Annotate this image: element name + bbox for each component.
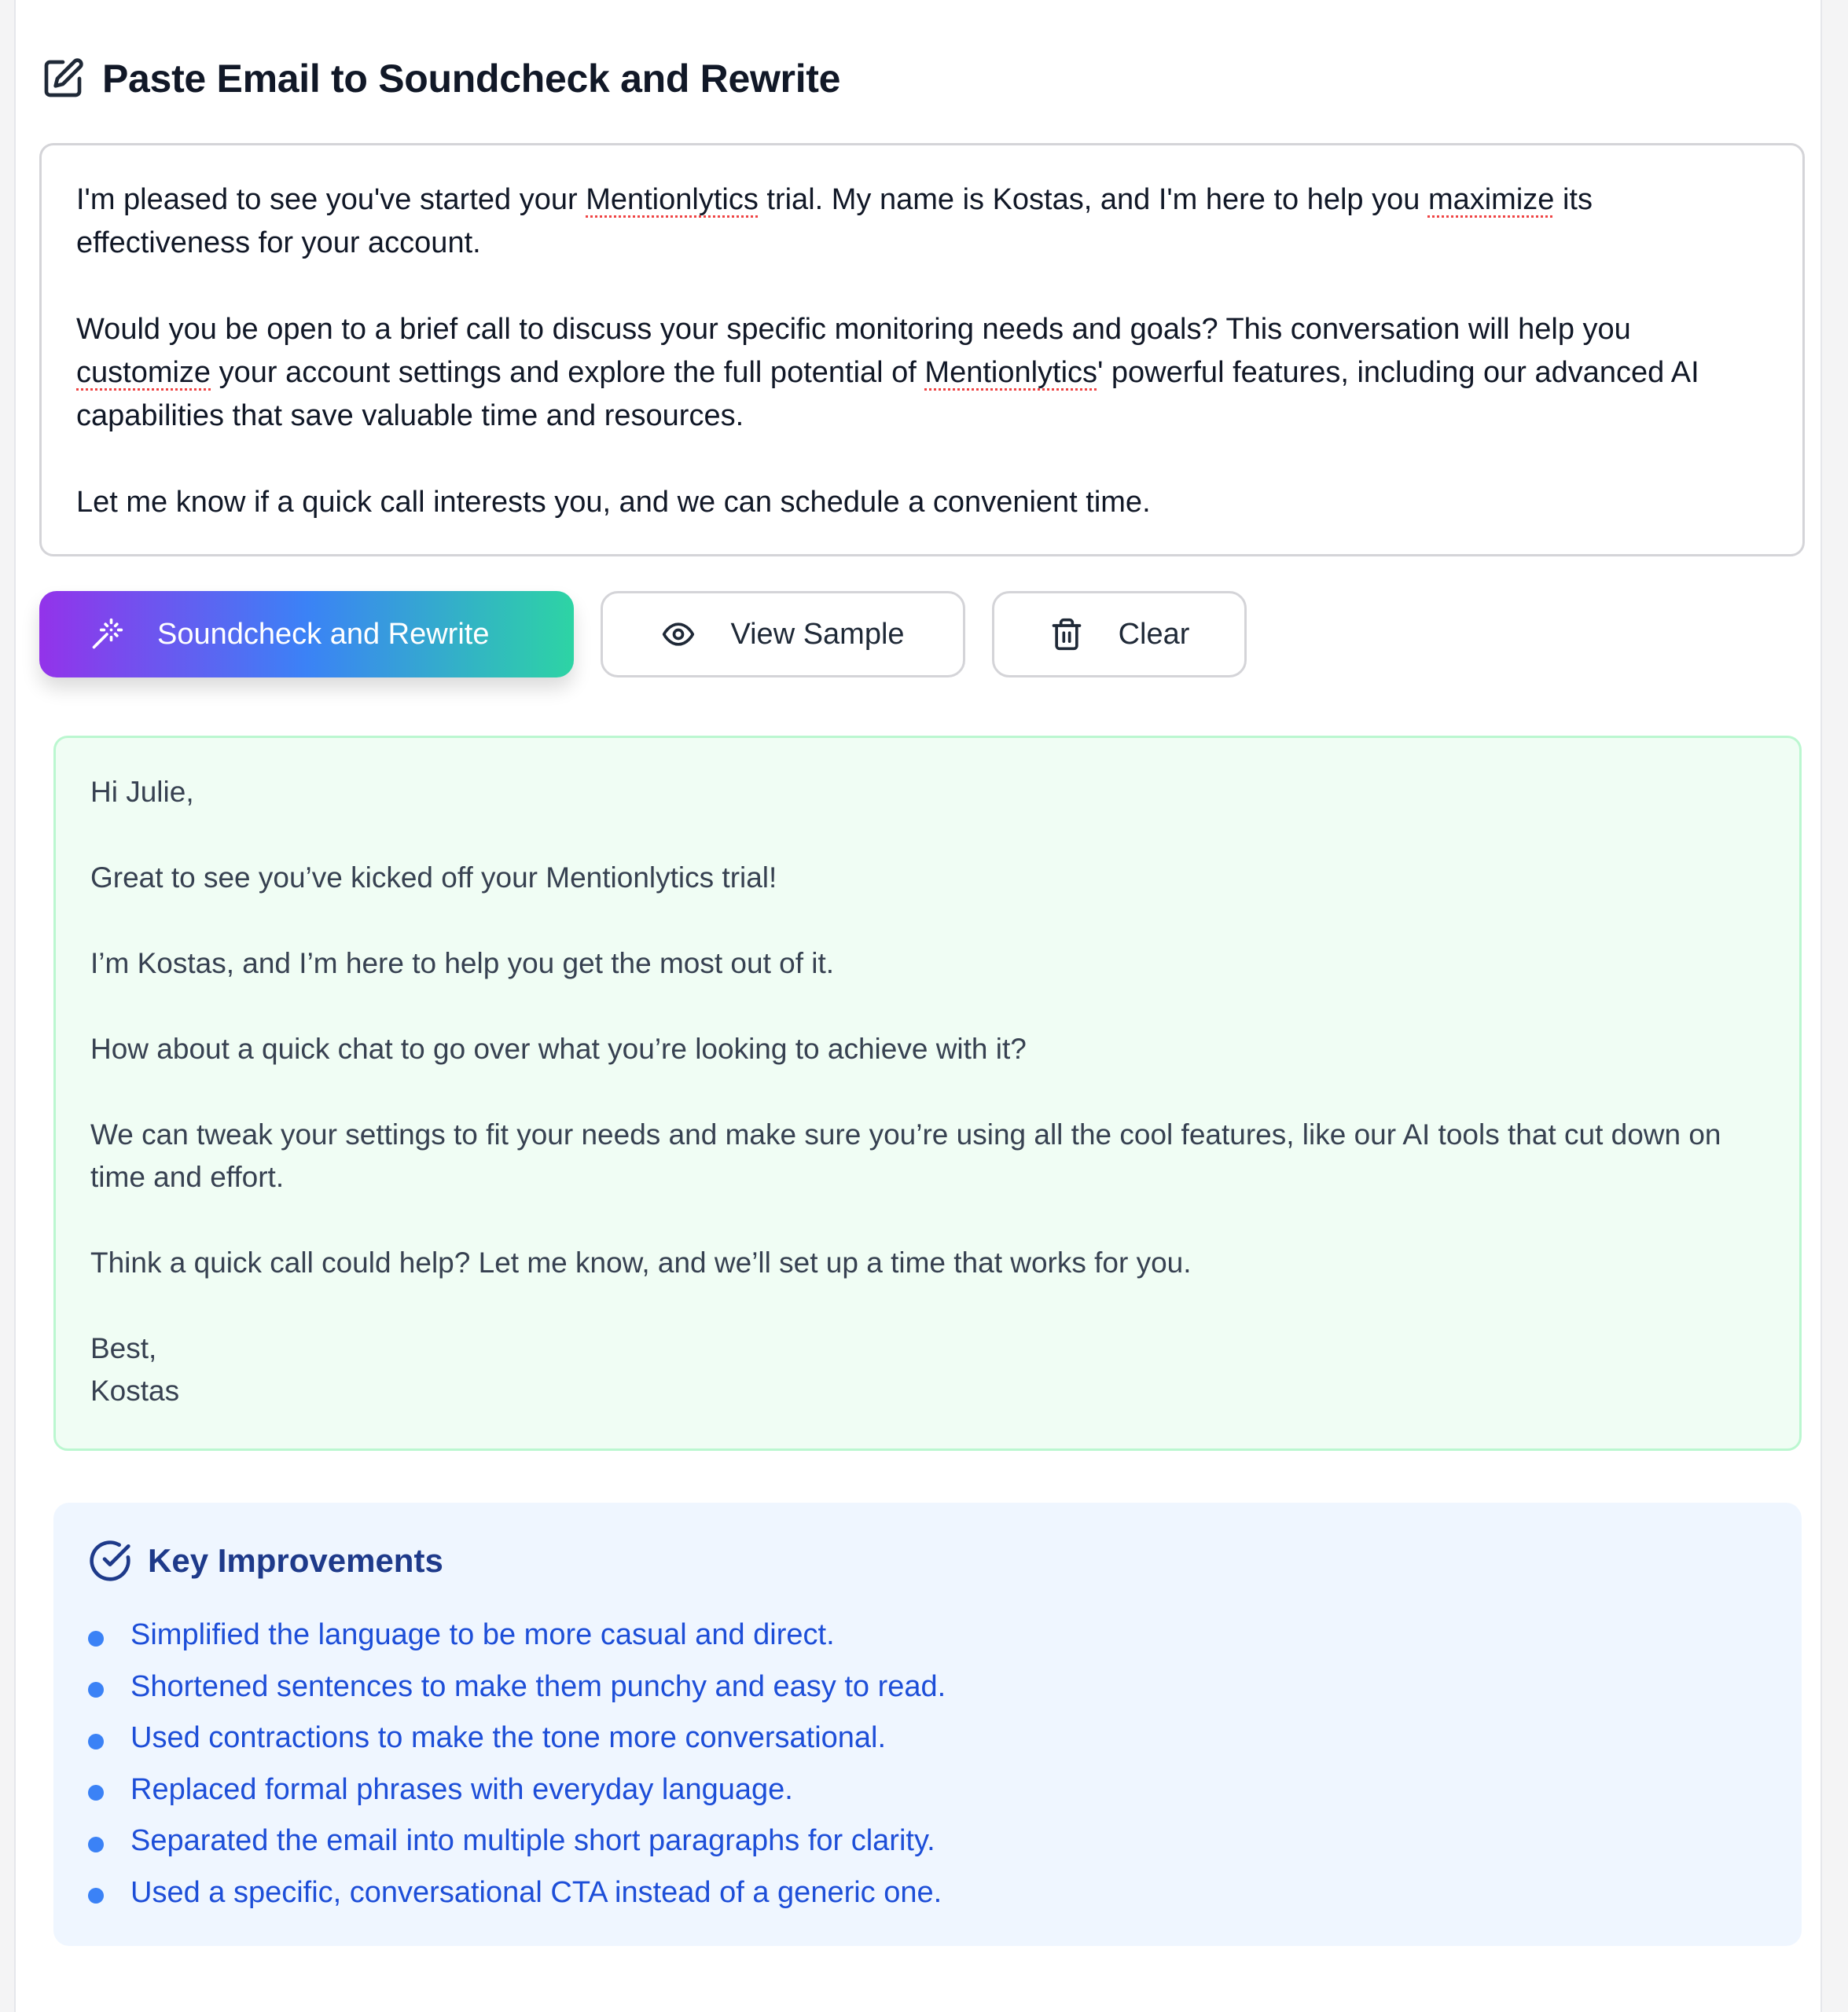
action-buttons (39, 591, 1247, 679)
result-paragraph: We can tweak your settings to fit your needs and make sure you’re using all the cool features, like our AI tools that cut down on time and effort. (90, 1118, 1721, 1193)
input-paragraph (76, 308, 1768, 438)
spelling-flagged-word: maximize (1427, 183, 1555, 216)
input-text: your account settings and explore the full potential of (211, 356, 925, 389)
key-improvements-header (88, 1533, 1767, 1589)
result-signoff: Best, (90, 1332, 157, 1364)
key-improvements-title: Key Improvements (148, 1542, 443, 1579)
input-text: I'm pleased to see you've started your (76, 183, 586, 216)
list-item (88, 1610, 1767, 1661)
trash-icon (1049, 617, 1084, 652)
result-paragraph: I’m Kostas, and I’m here to help you get the most out of it. (90, 947, 835, 979)
improvement-text: Separated the email into multiple short paragraphs for clarity. (130, 1824, 935, 1858)
list-item (88, 1867, 1767, 1919)
edit-icon (41, 57, 85, 101)
input-text: Let me know if a quick call interests you, and we can schedule a convenient time. (76, 486, 1151, 519)
page-title: Paste Email to Soundcheck and Rewrite (102, 57, 841, 101)
soundcheck-rewrite-button[interactable] (39, 591, 574, 677)
input-paragraph (76, 178, 1768, 265)
list-item (88, 1713, 1767, 1764)
email-input-textarea[interactable] (39, 143, 1805, 556)
input-text: Would you be open to a brief call to discuss your specific monitoring needs and goals? This conversation will help you (76, 313, 1631, 346)
spelling-flagged-word: customize (76, 356, 211, 389)
improvement-text: Simplified the language to be more casual and direct. (130, 1618, 835, 1652)
improvements-list (88, 1610, 1767, 1918)
main-card (14, 0, 1822, 2012)
view-sample-button[interactable] (601, 591, 965, 677)
result-signature: Kostas (90, 1375, 180, 1407)
input-text: ' powerful features, including our advanced AI capabilities that save valuable time and resources. (76, 356, 1699, 432)
bullet-dot (88, 1837, 104, 1852)
input-text: its effectiveness for your account. (76, 183, 1593, 259)
rewritten-email-output (53, 736, 1802, 1451)
list-item (88, 1816, 1767, 1867)
section-header (41, 50, 840, 107)
improvement-text: Used a specific, conversational CTA instead of a generic one. (130, 1875, 942, 1909)
improvement-text: Replaced formal phrases with everyday language. (130, 1772, 793, 1806)
bullet-dot (88, 1631, 104, 1647)
bullet-dot (88, 1734, 104, 1749)
bullet-dot (88, 1888, 104, 1904)
clear-label: Clear (1118, 617, 1190, 651)
improvement-text: Used contractions to make the tone more conversational. (130, 1721, 887, 1755)
list-item (88, 1661, 1767, 1713)
input-paragraph (76, 481, 1768, 524)
spelling-flagged-word: Mentionlytics (586, 183, 759, 216)
soundcheck-rewrite-label: Soundcheck and Rewrite (157, 617, 490, 651)
bullet-dot (88, 1785, 104, 1801)
result-paragraph: How about a quick chat to go over what you’re looking to achieve with it? (90, 1033, 1027, 1065)
spelling-flagged-word: Mentionlytics (924, 356, 1098, 389)
key-improvements-panel (53, 1503, 1802, 1946)
input-text: trial. My name is Kostas, and I'm here to help you (758, 183, 1428, 216)
result-greeting: Hi Julie, (90, 776, 194, 808)
improvement-text: Shortened sentences to make them punchy and easy to read. (130, 1669, 946, 1703)
clear-button[interactable] (992, 591, 1247, 677)
check-circle-icon (88, 1539, 132, 1583)
eye-icon (661, 617, 696, 652)
result-paragraph: Think a quick call could help? Let me know, and we’ll set up a time that works for you. (90, 1246, 1192, 1279)
result-paragraph: Great to see you’ve kicked off your Mentionlytics trial! (90, 861, 777, 894)
bullet-dot (88, 1682, 104, 1698)
list-item (88, 1764, 1767, 1816)
view-sample-label: View Sample (730, 617, 905, 651)
magic-wand-icon (90, 617, 124, 652)
